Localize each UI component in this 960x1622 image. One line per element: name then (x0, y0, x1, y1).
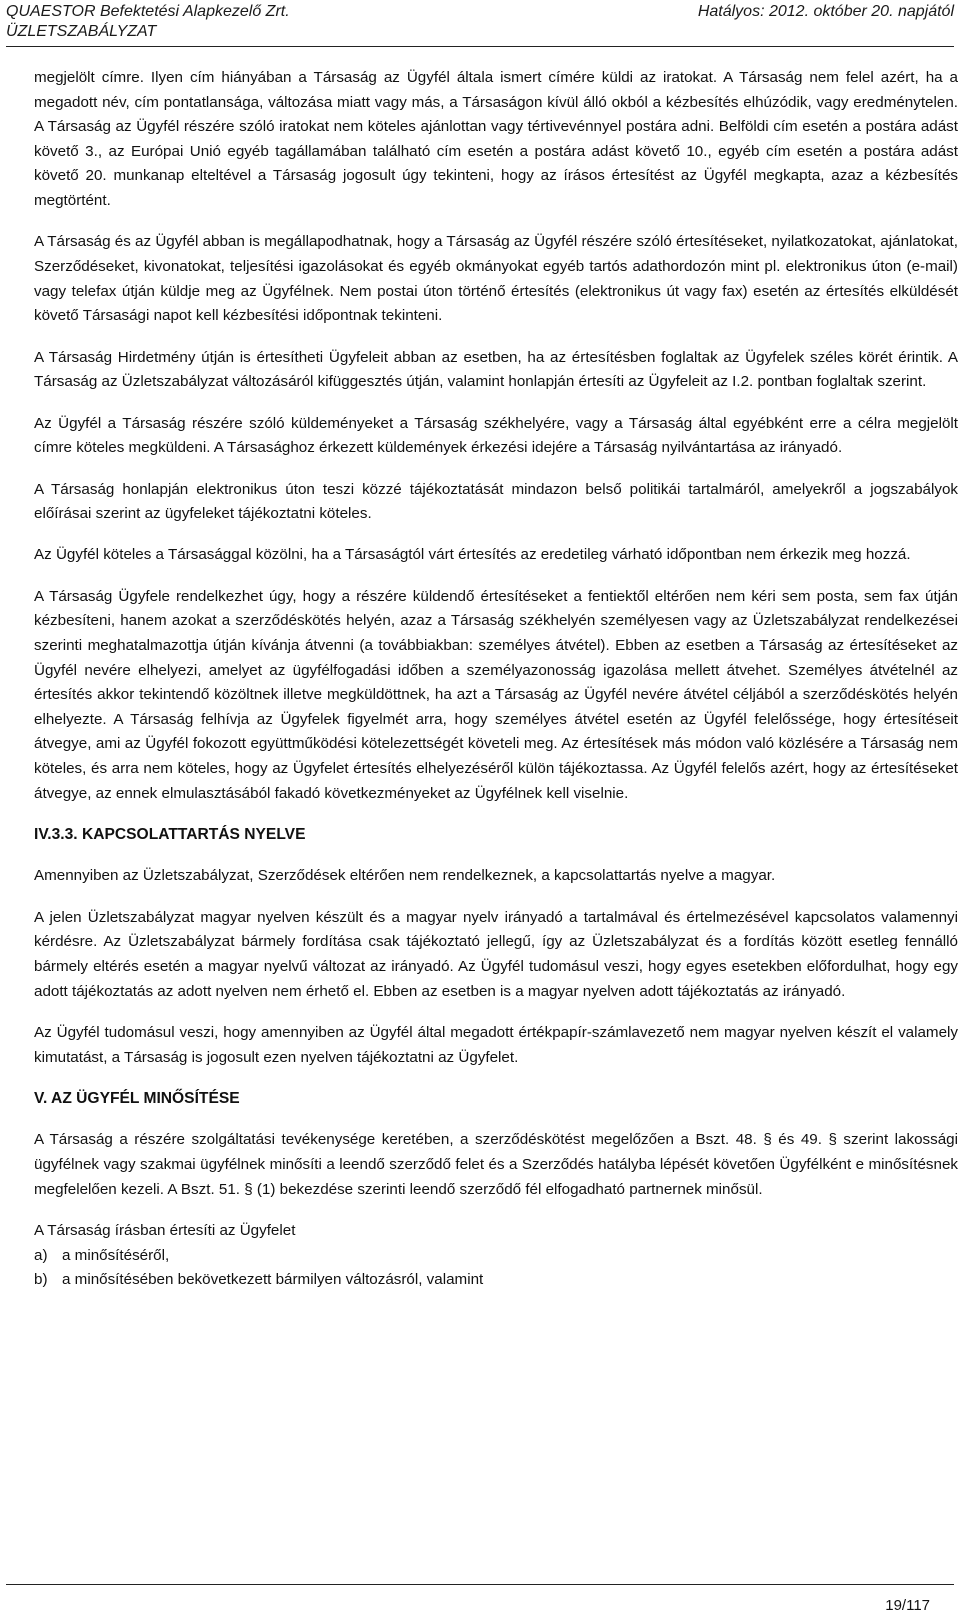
paragraph: Az Ügyfél köteles a Társasággal közölni, ha a Társaságtól várt értesítés az eredetileg várható időpontban nem érkezik meg hozzá. (34, 546, 911, 564)
company-name: QUAESTOR Befektetési Alapkezelő Zrt. (6, 3, 290, 20)
section-heading-language: IV.3.3. KAPCSOLATTARTÁS NYELVE (34, 826, 306, 844)
header-left (6, 2, 290, 42)
header-divider (6, 46, 954, 47)
paragraph: Az Ügyfél a Társaság részére szóló küldeményeket a Társaság székhelyére, vagy a Társaság által egyébként erre a célra megjelölt címre köteles megküldeni. A Társasághoz érkezett küldemények érkezési idejére a Társaság nyilvántartása az irányadó. (34, 414, 958, 457)
effective-date: Hatályos: 2012. október 20. napjától (697, 3, 954, 20)
list-item (34, 1268, 958, 1293)
paragraph: A Társaság és az Ügyfél abban is megállapodhatnak, hogy a Társaság az Ügyfél részére szóló értesítéseket, nyilatkozatokat, ajánlatokat, Szerződéseket, kivonatokat, teljesítési igazolásokat és egyéb okmányokat egyéb tartós adathordozón mint pl. elektronikus úton (e-mail) vagy telefax útján küldje meg az Ügyfélnek. Nem postai úton történő értesítés (elektronikus út vagy fax) esetén az értesítés elküldését követő Társasági napot kell kézbesítési időpontnak tekinteni. (34, 233, 958, 325)
list-item-text: a minősítéséről, (62, 1246, 170, 1264)
list-marker: b) (34, 1271, 48, 1289)
paragraph: A Társaság Hirdetmény útján is értesítheti Ügyfeleit abban az esetben, ha az értesítésben foglaltak az Ügyfelek széles körét érintik. A Társaság az Üzletszabályzat változásáról kifüggesztés útján, valamint honlapján értesíti az Ügyfeleit az I.2. pontban foglaltak szerint. (34, 348, 958, 391)
paragraph: Amennyiben az Üzletszabályzat, Szerződések eltérően nem rendelkeznek, a kapcsolattartás nyelve a magyar. (34, 867, 776, 885)
document-body (34, 66, 958, 1293)
page-number: 19/117 (885, 1597, 930, 1614)
paragraph: A Társaság honlapján elektronikus úton teszi közzé tájékoztatását mindazon belső politikái tartalmáról, amelyekről a jogszabályok előírásai szerint az ügyfeleket tájékoztatni köteles. (34, 480, 958, 523)
list-item-text: a minősítésében bekövetkezett bármilyen változásról, valamint (62, 1271, 484, 1289)
footer-divider (6, 1584, 954, 1585)
paragraph: megjelölt címre. Ilyen cím hiányában a Társaság az Ügyfél általa ismert címére küldi az iratokat. A Társaság nem felel azért, ha a megadott név, cím pontatlansága, változása miatt vagy más, a Társaságon kívül álló okból a kézbesítés elhúzódik, vagy eredménytelen. A Társaság az Ügyfél részére szóló iratokat nem köteles ajánlottan vagy tértivevénnyel postára adni. Belföldi cím esetén a postára adást követő 3., az Európai Unió egyéb tagállamában található cím esetén a postára adást követő 10., egyéb cím esetén a postára adást követő 20. munkanap elteltével a Társaság jogosult úgy tekinteni, hogy az írásos értesítést az Ügyfél megkapta, azaz a kézbesítés megtörtént. (34, 69, 958, 209)
list-item (34, 1244, 958, 1269)
list-marker: a) (34, 1246, 48, 1264)
document-title: ÜZLETSZABÁLYZAT (6, 23, 157, 40)
section-heading-client-classification: V. AZ ÜGYFÉL MINŐSÍTÉSE (34, 1089, 240, 1107)
paragraph: A jelen Üzletszabályzat magyar nyelven készült és a magyar nyelv irányadó a tartalmával és értelmezésével kapcsolatos valamennyi kérdésre. Az Üzletszabályzat bármely fordítása csak tájékoztató jellegű, így az Üzletszabályzat és a fordítás között esetleg fennálló bármely eltérés esetén a magyar nyelvű változat az irányadó. Az Ügyfél tudomásul veszi, hogy egyes esetekben előfordulhat, hogy egy adott tájékoztatás az adott nyelven nem érhető el. Ebben az esetben is a magyar nyelven adott tájékoztatás az irányadó. (34, 908, 958, 1000)
paragraph: A Társaság Ügyfele rendelkezhet úgy, hogy a részére küldendő értesítéseket a fentiektől eltérően nem kéri sem posta, sem fax útján kézbesíteni, hanem azokat a szerződéskötés helyén, azaz a Társaság székhelyén személyesen vagy az Üzletszabályzat rendelkezései szerinti meghatalmazottja útján kívánja átvenni (a továbbiakban: személyes átvétel). Ebben az esetben a Társaság az értesítéseket az Ügyfél nevére elhelyezi, amelyet az ügyfélfogadási időben a személyazonosság igazolása mellett átvehet. Személyes átvételnél az értesítés akkor tekintendő közöltnek illetve megküldöttnek, ha azt a Társaság az Ügyfél nevére átvétel céljából a szerződéskötés helyén elhelyezte. A Társaság felhívja az Ügyfelek figyelmét arra, hogy személyes átvétel esetén az Ügyfél felelőssége, hogy értesítéseit átvegye, ami az Ügyfél fokozott együttműködési kötelezettségét követeli meg. Az értesítések más módon való közlésére a Társaság nem köteles, és arra nem köteles, hogy az Ügyfelet értesítés elhelyezéséről külön tájékoztassa. Az Ügyfél felelős azért, hogy az értesítéseket átvegye, az ennek elmulasztásából fakadó következményeket az Ügyfélnek kell viselnie. (34, 587, 958, 802)
paragraph: A Társaság a részére szolgáltatási tevékenysége keretében, a szerződéskötést megelőzően a Bszt. 48. § és 49. § szerint lakossági ügyfélnek vagy szakmai ügyfélnek minősíti a leendő szerződő felet és a Szerződés hatályba lépését követően Ügyfélként e minősítésnek megfelelően kezeli. A Bszt. 51. § (1) bekezdése szerinti leendő szerződő fél elfogadható partnernek minősül. (34, 1131, 958, 1198)
paragraph: A Társaság írásban értesíti az Ügyfelet (34, 1221, 296, 1239)
notification-list (34, 1244, 958, 1293)
paragraph: Az Ügyfél tudomásul veszi, hogy amennyiben az Ügyfél által megadott értékpapír-számlavezető nem magyar nyelven készít el valamely kimutatást, a Társaság is jogosult ezen nyelven tájékoztatni az Ügyfelet. (34, 1023, 958, 1066)
